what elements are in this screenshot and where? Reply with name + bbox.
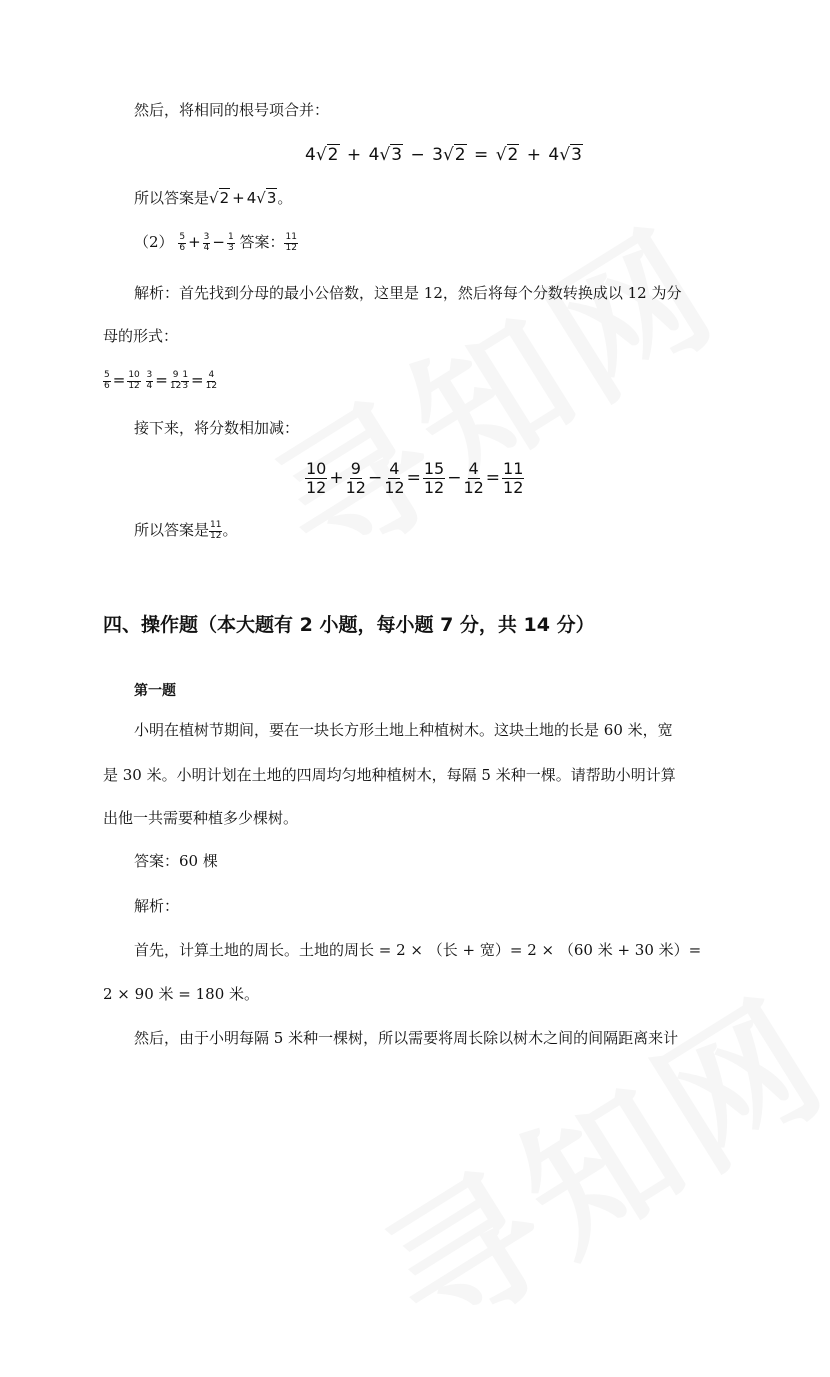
text-line-answer-1: 所以答案是√2 + 4√3。 bbox=[134, 189, 293, 207]
watermark bbox=[229, 169, 751, 607]
question-line-3: 出他一共需要种植多少棵树。 bbox=[103, 809, 299, 827]
fraction-conversions: $\frac{5}{6}$ = $\frac{10}{12}$ $\frac{3}{4}$ = $\frac{9}{12}$ $\frac{1}{3}$ = $\frac{4}{12}$ bbox=[104, 369, 218, 391]
section-heading: 四、操作题（本大题有 2 小题，每小题 7 分，共 14 分） bbox=[103, 614, 595, 636]
equation-add-fractions: $\frac{10}{12}$ + $\frac{9}{12}$ − $\frac{4}{12}$ = $\frac{15}{12}$ − $\frac{4}{12}$ = $\frac{11}{12}$ bbox=[306, 459, 524, 497]
problem-2-statement: （2） $\frac{5}{6}$ + $\frac{3}{4}$ − $\frac{1}{3}$ 答案： $\frac{11}{12}$ bbox=[134, 231, 297, 253]
question-line-2: 是 30 米。小明计划在土地的四周均匀地种植树木，每隔 5 米种一棵。请帮助小明计算 bbox=[103, 766, 676, 784]
answer-line: 答案：60 棵 bbox=[134, 852, 218, 870]
question-line-1: 小明在植树节期间，要在一块长方形土地上种植树木。这块土地的长是 60 米，宽 bbox=[134, 721, 673, 739]
analysis-divide-line: 然后，由于小明每隔 5 米种一棵树，所以需要将周长除以树木之间的间隔距离来计 bbox=[134, 1029, 679, 1047]
text-line-merge-roots: 然后，将相同的根号项合并： bbox=[134, 101, 330, 119]
analysis-perimeter-line-2: 2 × 90 米 = 180 米。 bbox=[103, 985, 260, 1003]
analysis-line-2: 母的形式： bbox=[103, 327, 179, 345]
equation-merge-roots: 4√2 + 4√3 − 3√2 = √2 + 4√3 bbox=[305, 145, 582, 165]
text-line-add-subtract: 接下来，将分数相加减： bbox=[134, 419, 300, 437]
question-title: 第一题 bbox=[134, 683, 176, 699]
analysis-label: 解析： bbox=[134, 897, 180, 915]
watermark-bottom bbox=[339, 939, 830, 1377]
analysis-perimeter-line-1: 首先，计算土地的周长。土地的周长 = 2 × （长 + 宽）= 2 × （60 米 + 30 米）= bbox=[134, 941, 702, 959]
text-line-answer-2: 所以答案是 $\frac{11}{12}$ 。 bbox=[134, 519, 238, 541]
analysis-line-1: 解析：首先找到分母的最小公倍数，这里是 12，然后将每个分数转换成以 12 为分 bbox=[134, 284, 682, 302]
